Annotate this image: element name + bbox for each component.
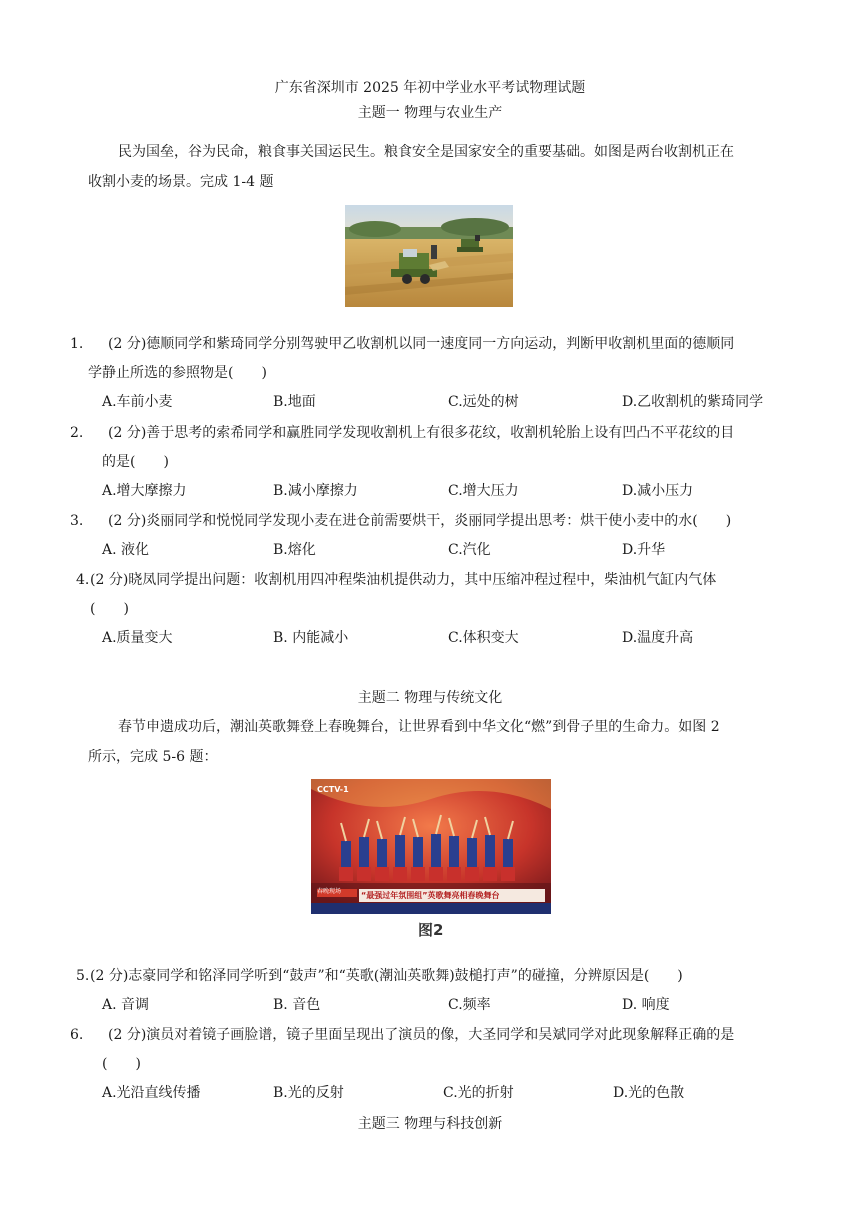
- question-6-stem-cont: ( ): [102, 1056, 141, 1072]
- question-5-option-c[interactable]: C.频率: [448, 997, 491, 1013]
- broadcast-banner: “最强过年氛围组”英歌舞亮相春晚舞台: [361, 891, 500, 900]
- question-6-option-c[interactable]: C.光的折射: [443, 1085, 514, 1101]
- intro-two-line-1: 春节申遗成功后，潮汕英歌舞登上春晚舞台，让世界看到中华文化“燃”到骨子里的生命力。如图 2: [118, 719, 720, 735]
- question-4-stem-cont: ( ): [90, 601, 129, 617]
- intro-one-line-2: 收割小麦的场景。完成 1-4 题: [88, 174, 274, 190]
- question-2-option-c[interactable]: C.增大压力: [448, 483, 519, 499]
- theme-one-heading: 主题一 物理与农业生产: [357, 105, 503, 121]
- theme-three-heading: 主题三 物理与科技创新: [357, 1116, 503, 1132]
- question-6-option-b[interactable]: B.光的反射: [273, 1085, 344, 1101]
- question-3-number: 3.: [70, 513, 84, 529]
- question-1-option-d[interactable]: D.乙收割机的紫琦同学: [622, 394, 764, 410]
- harvester-illustration: [345, 205, 513, 307]
- question-4-option-d[interactable]: D.温度升高: [622, 630, 694, 646]
- intro-paragraph-one: [88, 137, 800, 197]
- figure-2-caption: 图2: [418, 921, 444, 939]
- question-4-option-b[interactable]: B. 内能减小: [273, 630, 349, 646]
- question-5-stem: (2 分)志豪同学和铭泽同学听到“鼓声”和“英歌(潮汕英歌舞)鼓槌打声”的碰撞，分辨原因是( ): [90, 968, 683, 984]
- intro-two-line-2: 所示，完成 5-6 题：: [88, 749, 218, 765]
- question-4-number: 4.: [76, 572, 90, 588]
- question-2-stem: (2 分)善于思考的索希同学和赢胜同学发现收割机上有很多花纹，收割机轮胎上设有凹凸不平花纹的目: [108, 425, 735, 441]
- question-3-stem: (2 分)炎丽同学和悦悦同学发现小麦在进仓前需要烘干，炎丽同学提出思考：烘干使小麦中的水( ): [108, 513, 732, 529]
- question-1-option-c[interactable]: C.远处的树: [448, 394, 519, 410]
- question-6-stem: (2 分)演员对着镜子画脸谱，镜子里面呈现出了演员的像，大圣同学和吴斌同学对此现象解释正确的是: [108, 1027, 735, 1043]
- question-2-option-d[interactable]: D.减小压力: [622, 483, 694, 499]
- question-1-option-a[interactable]: A.车前小麦: [102, 394, 173, 410]
- question-3-option-a[interactable]: A. 液化: [102, 542, 150, 558]
- question-1-number: 1.: [70, 336, 84, 352]
- question-2-option-b[interactable]: B.减小摩擦力: [273, 483, 358, 499]
- exam-title: 广东省深圳市 2025 年初中学业水平考试物理试题: [274, 80, 586, 96]
- harvest-field-image: [345, 205, 513, 307]
- question-2-number: 2.: [70, 425, 84, 441]
- question-5-option-b[interactable]: B. 音色: [273, 997, 321, 1013]
- question-4-stem: (2 分)晓凤同学提出问题：收割机用四冲程柴油机提供动力，其中压缩冲程过程中，柴油机气缸内气体: [90, 572, 717, 588]
- question-1-stem: (2 分)德顺同学和紫琦同学分别驾驶甲乙收割机以同一速度同一方向运动，判断甲收割机里面的德顺同: [108, 336, 735, 352]
- question-1-stem-cont: 学静止所选的参照物是( ): [88, 365, 267, 381]
- intro-one-line-1: 民为国垒，谷为民命，粮食事关国运民生。粮食安全是国家安全的重要基础。如图是两台收割机正在: [118, 144, 734, 160]
- question-5-number: 5.: [76, 968, 90, 984]
- question-1-option-b[interactable]: B.地面: [273, 394, 316, 410]
- intro-paragraph-two: [88, 712, 800, 772]
- question-3-option-b[interactable]: B.熔化: [273, 542, 316, 558]
- cctv-logo: CCTV-1: [317, 785, 349, 794]
- question-2-option-a[interactable]: A.增大摩擦力: [102, 483, 187, 499]
- broadcast-tag: 春晚现场: [317, 888, 342, 895]
- question-2-stem-cont: 的是( ): [102, 454, 169, 470]
- question-3-option-c[interactable]: C.汽化: [448, 542, 491, 558]
- theme-two-heading: 主题二 物理与传统文化: [357, 690, 503, 706]
- question-3-option-d[interactable]: D.升华: [622, 542, 666, 558]
- question-4-option-c[interactable]: C.体积变大: [448, 630, 519, 646]
- question-5-option-a[interactable]: A. 音调: [102, 997, 150, 1013]
- question-6-option-a[interactable]: A.光沿直线传播: [102, 1085, 201, 1101]
- question-4-option-a[interactable]: A.质量变大: [102, 630, 173, 646]
- question-5-option-d[interactable]: D. 响度: [622, 997, 670, 1013]
- question-6-option-d[interactable]: D.光的色散: [613, 1085, 685, 1101]
- dance-broadcast-image: [311, 779, 551, 914]
- question-6-number: 6.: [70, 1027, 84, 1043]
